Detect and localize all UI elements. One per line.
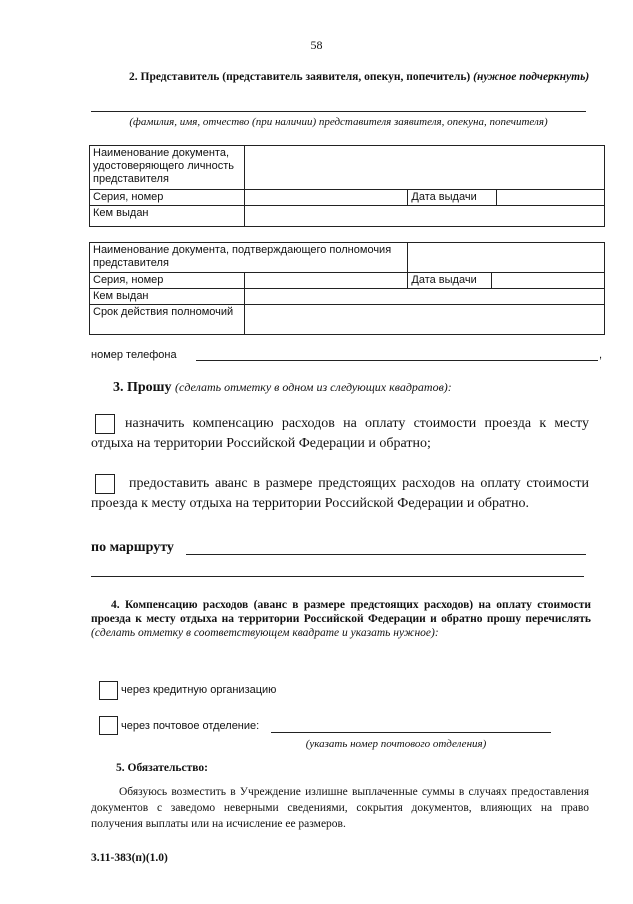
credit-org-checkbox[interactable] bbox=[99, 681, 118, 700]
authority-series-value[interactable] bbox=[244, 273, 408, 289]
identity-issued-by-value[interactable] bbox=[244, 206, 604, 227]
section-4-heading bbox=[91, 598, 591, 640]
identity-issued-by-label: Кем выдан bbox=[90, 206, 245, 227]
route-input-line-2[interactable] bbox=[91, 576, 584, 577]
section-5-text bbox=[91, 784, 589, 832]
identity-document-table bbox=[89, 145, 605, 227]
authority-issued-by-label: Кем выдан bbox=[90, 289, 245, 305]
section-2-heading bbox=[91, 70, 591, 84]
identity-doc-value[interactable] bbox=[244, 146, 604, 190]
post-office-input-line[interactable] bbox=[271, 732, 551, 733]
section-3-title: 3. Прошу bbox=[113, 380, 172, 395]
route-label: по маршруту bbox=[91, 540, 174, 555]
representative-name-caption: (фамилия, имя, отчество (при наличии) представителя заявителя, опекуна, попечителя) bbox=[129, 116, 548, 128]
authority-document-table bbox=[89, 242, 605, 335]
identity-issue-date-value[interactable] bbox=[497, 190, 605, 206]
phone-trail: , bbox=[599, 349, 603, 361]
identity-issue-date-label: Дата выдачи bbox=[408, 190, 497, 206]
authority-doc-label: Наименование документа, подтверждающего полномочия представителя bbox=[90, 243, 408, 273]
authority-issued-by-value[interactable] bbox=[244, 289, 604, 305]
compensation-option-text: назначить компенсацию расходов на оплату стоимости проезда к месту отдыха на территории Российской Федерации и обратно; bbox=[91, 416, 589, 451]
authority-issue-date-label: Дата выдачи bbox=[408, 273, 492, 289]
section-2-title: 2. Представитель (представитель заявителя, опекун, попечитель) bbox=[129, 71, 471, 83]
section-2-note: (нужное подчеркнуть) bbox=[473, 71, 590, 83]
phone-input-line[interactable] bbox=[196, 360, 598, 361]
authority-series-label: Серия, номер bbox=[90, 273, 245, 289]
section-4-note: (сделать отметку в соответствующем квадрате и указать нужное): bbox=[91, 627, 439, 639]
advance-option-text: предоставить аванс в размере предстоящих расходов на оплату стоимости проезда к месту отдыха на территории Российской Федерации и обратно. bbox=[91, 476, 589, 511]
authority-validity-label: Срок действия полномочий bbox=[90, 305, 245, 335]
section-4-title: 4. Компенсацию расходов (аванс в размере предстоящих расходов) на оплату стоимости проезда к месту отдыха на территории Российской Федерации и обратно прошу перечислять bbox=[91, 599, 591, 625]
authority-issue-date-value[interactable] bbox=[492, 273, 605, 289]
phone-label: номер телефона bbox=[91, 349, 177, 361]
post-office-caption: (указать номер почтового отделения) bbox=[305, 738, 487, 750]
section-5-body: Обязуюсь возместить в Учреждение излишне выплаченные суммы в случаях предоставления документов с заведомо неверными сведениями, сокрытия документов, влияющих на право получения выплаты или на исчисление ее размеров. bbox=[91, 786, 589, 830]
form-code: 3.11-383(п)(1.0) bbox=[91, 852, 168, 864]
section-3-heading bbox=[113, 380, 452, 396]
section-3-note: (сделать отметку в одном из следующих квадратов): bbox=[175, 380, 452, 394]
route-input-line[interactable] bbox=[186, 554, 586, 555]
post-office-label: через почтовое отделение: bbox=[121, 720, 260, 732]
identity-doc-label: Наименование документа, удостоверяющего личность представителя bbox=[90, 146, 245, 190]
authority-validity-value[interactable] bbox=[244, 305, 604, 335]
identity-series-label: Серия, номер bbox=[90, 190, 245, 206]
credit-org-label: через кредитную организацию bbox=[121, 684, 277, 696]
post-office-checkbox[interactable] bbox=[99, 716, 118, 735]
representative-name-line[interactable] bbox=[91, 111, 586, 112]
identity-series-value[interactable] bbox=[244, 190, 408, 206]
authority-doc-value[interactable] bbox=[408, 243, 605, 273]
section-5-title: 5. Обязательство: bbox=[116, 762, 208, 774]
page-number: 58 bbox=[310, 38, 323, 52]
